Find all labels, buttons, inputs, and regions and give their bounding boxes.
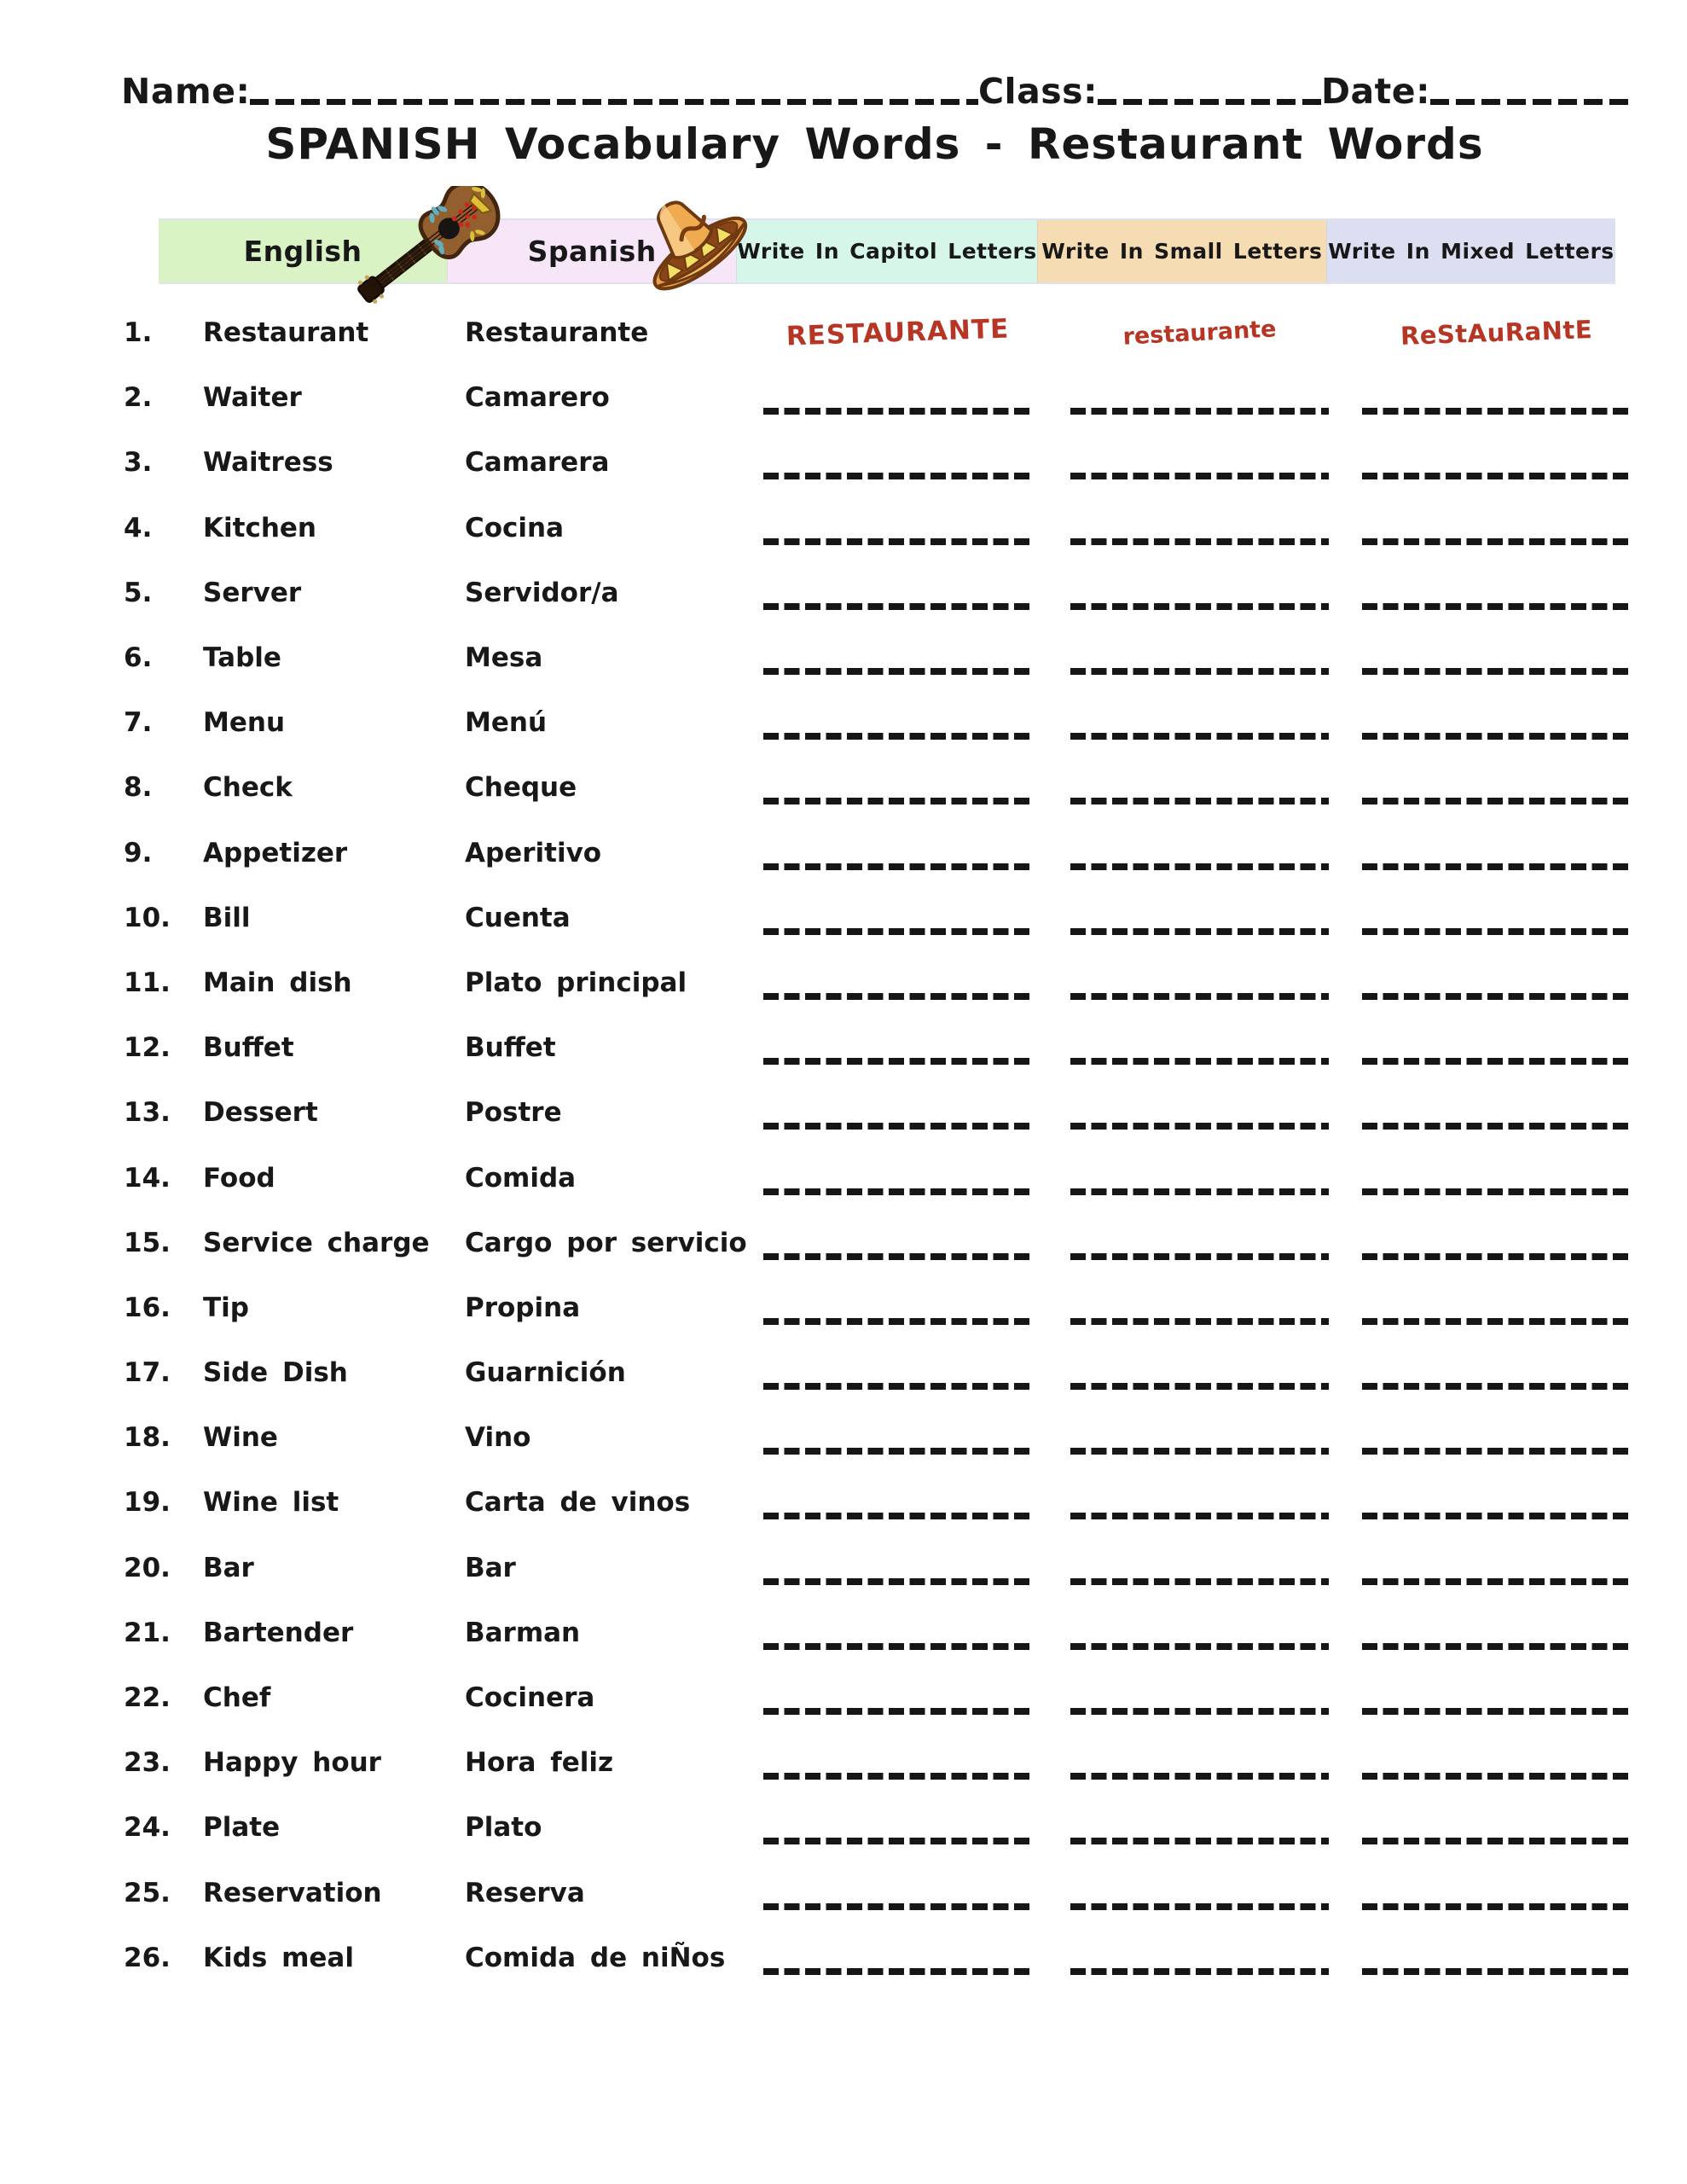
english-word: Food [203, 1162, 275, 1194]
answer-blank [1070, 408, 1329, 415]
table-row [0, 365, 1687, 430]
answer-blank [1070, 863, 1329, 870]
name-blank [250, 99, 978, 105]
class-blank [1098, 99, 1321, 105]
answer-blank [1362, 1968, 1631, 1975]
row-number: 10. [124, 902, 171, 933]
answer-blank [763, 928, 1032, 935]
spanish-word: Guarnición [465, 1357, 626, 1389]
answer-blank [763, 863, 1032, 870]
english-word: Buffet [203, 1032, 294, 1064]
answer-blank [1362, 1773, 1631, 1780]
spanish-word: Camarero [465, 382, 610, 414]
answer-blank [763, 1968, 1032, 1975]
answer-blank [763, 1188, 1032, 1195]
spanish-word: Propina [465, 1292, 581, 1323]
spanish-word: Aperitivo [465, 837, 602, 868]
answer-blank [1362, 1058, 1631, 1065]
table-row [0, 1665, 1687, 1730]
table-row [0, 1536, 1687, 1600]
row-number: 11. [124, 967, 171, 998]
answer-blank [1362, 1318, 1631, 1325]
english-word: Bill [203, 902, 251, 933]
answer-blank [1362, 993, 1631, 1000]
spanish-word: Hora feliz [465, 1747, 614, 1779]
table-row [0, 300, 1687, 365]
table-row [0, 496, 1687, 561]
answer-blank [1362, 408, 1631, 415]
row-number: 12. [124, 1032, 171, 1064]
answer-blank [1362, 1448, 1631, 1455]
table-row [0, 950, 1687, 1015]
spanish-word: Comida [465, 1162, 577, 1194]
answer-blank [1070, 1838, 1329, 1844]
spanish-word: Camarera [465, 447, 610, 479]
table-row [0, 1080, 1687, 1145]
answer-blank [1070, 668, 1329, 675]
row-number: 16. [124, 1292, 171, 1323]
answer-blank [763, 668, 1032, 675]
english-word: Side Dish [203, 1357, 348, 1389]
spanish-word: Cuenta [465, 902, 571, 933]
spanish-word: Bar [465, 1552, 516, 1583]
row-number: 26. [124, 1942, 171, 1973]
table-row [0, 1470, 1687, 1535]
row-number: 15. [124, 1227, 171, 1258]
answer-blank [1070, 993, 1329, 1000]
spanish-word: Mesa [465, 642, 543, 674]
row-number: 25. [124, 1877, 171, 1908]
row-number: 14. [124, 1162, 171, 1194]
answer-blank [1070, 1513, 1329, 1519]
sombrero-icon [629, 191, 756, 295]
answer-mixed: ReStAuRaNtE [1400, 315, 1593, 351]
col-header-capitol-letters: Write In Capitol Letters [736, 220, 1036, 282]
spanish-word: Reserva [465, 1877, 585, 1908]
english-word: Kitchen [203, 512, 317, 543]
english-word: Restaurant [203, 317, 369, 349]
answer-blank [1362, 863, 1631, 870]
english-word: Server [203, 577, 302, 608]
answer-blank [1070, 798, 1329, 804]
answer-blank [763, 1903, 1032, 1910]
answer-small: restaurante [1122, 315, 1278, 351]
english-word: Table [203, 642, 281, 674]
english-word: Reservation [203, 1877, 382, 1908]
table-row [0, 1795, 1687, 1860]
answer-blank [1070, 1383, 1329, 1390]
english-word: Dessert [203, 1097, 318, 1129]
row-number: 22. [124, 1682, 171, 1714]
answer-blank [763, 538, 1032, 545]
spanish-word: Servidor/a [465, 577, 619, 608]
spanish-word: Plato principal [465, 967, 687, 998]
english-word: Check [203, 772, 293, 804]
answer-blank [1362, 798, 1631, 804]
answer-blank [1070, 538, 1329, 545]
table-row [0, 561, 1687, 625]
answer-blank [763, 473, 1032, 479]
spanish-word: Cocina [465, 512, 565, 543]
table-row [0, 1405, 1687, 1470]
spanish-word: Menú [465, 707, 548, 739]
row-number: 2. [124, 382, 153, 414]
class-label: Class: [977, 71, 1098, 112]
english-word: Bar [203, 1552, 254, 1583]
spanish-word: Postre [465, 1097, 562, 1129]
answer-blank [763, 1838, 1032, 1844]
row-number: 5. [124, 577, 153, 608]
answer-blank [763, 1058, 1032, 1065]
answer-capitol: RESTAURANTE [786, 313, 1010, 352]
answer-blank [1362, 473, 1631, 479]
answer-blank [763, 993, 1032, 1000]
spanish-word: Buffet [465, 1032, 556, 1064]
english-word: Bartender [203, 1617, 354, 1648]
answer-blank [1362, 928, 1631, 935]
table-row [0, 1926, 1687, 1990]
english-word: Main dish [203, 967, 352, 998]
answer-blank [1362, 1838, 1631, 1844]
answer-blank [1070, 1968, 1329, 1975]
answer-blank [763, 1448, 1032, 1455]
answer-blank [1362, 538, 1631, 545]
answer-blank [1070, 1903, 1329, 1910]
english-word: Kids meal [203, 1942, 354, 1973]
answer-blank [1070, 1318, 1329, 1325]
spanish-word: Cargo por servicio [465, 1227, 747, 1258]
answer-blank [763, 1123, 1032, 1130]
english-word: Waiter [203, 382, 302, 414]
answer-blank [763, 733, 1032, 740]
page-title: SPANISH Vocabulary Words - Restaurant Words [265, 119, 1484, 169]
answer-blank [1362, 1123, 1631, 1130]
spanish-word: Carta de vinos [465, 1487, 691, 1519]
table-row [0, 1600, 1687, 1665]
answer-blank [1070, 1058, 1329, 1065]
date-blank [1430, 99, 1628, 105]
table-row [0, 1275, 1687, 1340]
row-number: 18. [124, 1422, 171, 1454]
answer-blank [1070, 1643, 1329, 1650]
answer-blank [1362, 1903, 1631, 1910]
name-class-date-row [121, 65, 1628, 112]
row-number: 23. [124, 1747, 171, 1779]
spanish-word: Vino [465, 1422, 531, 1454]
spanish-word: Cocinera [465, 1682, 595, 1714]
answer-blank [1070, 1448, 1329, 1455]
table-row [0, 1730, 1687, 1795]
table-row [0, 1211, 1687, 1275]
answer-blank [1070, 473, 1329, 479]
answer-blank [763, 1773, 1032, 1780]
spanish-word: Cheque [465, 772, 577, 804]
date-label: Date: [1320, 71, 1430, 112]
table-row [0, 430, 1687, 495]
english-word: Happy hour [203, 1747, 381, 1779]
table-row [0, 886, 1687, 950]
answer-blank [1362, 1513, 1631, 1519]
answer-blank [763, 1578, 1032, 1585]
col-header-small-letters: Write In Small Letters [1037, 220, 1326, 282]
answer-blank [763, 1708, 1032, 1715]
table-row [0, 1861, 1687, 1926]
answer-blank [1362, 1383, 1631, 1390]
col-header-spanish: Spanish [447, 220, 736, 282]
col-header-english: English [159, 220, 447, 282]
answer-blank [763, 1253, 1032, 1260]
row-number: 4. [124, 512, 153, 543]
answer-blank [1070, 1123, 1329, 1130]
table-row [0, 1015, 1687, 1080]
english-word: Wine list [203, 1487, 339, 1519]
answer-blank [763, 1318, 1032, 1325]
answer-blank [763, 1513, 1032, 1519]
answer-blank [1070, 603, 1329, 610]
spanish-word: Restaurante [465, 317, 649, 349]
answer-blank [1070, 1773, 1329, 1780]
guitar-icon [338, 186, 513, 322]
spanish-word: Comida de niÑos [465, 1942, 726, 1973]
table-row [0, 755, 1687, 820]
name-label: Name: [121, 71, 251, 112]
spanish-word: Plato [465, 1812, 542, 1844]
answer-blank [1070, 1578, 1329, 1585]
row-number: 17. [124, 1357, 171, 1389]
answer-blank [1362, 1578, 1631, 1585]
col-header-mixed-letters: Write In Mixed Letters [1326, 220, 1615, 282]
row-number: 6. [124, 642, 153, 674]
answer-blank [1362, 603, 1631, 610]
table-row [0, 821, 1687, 886]
answer-blank [763, 1643, 1032, 1650]
answer-blank [1362, 1643, 1631, 1650]
answer-blank [1070, 1253, 1329, 1260]
answer-blank [1070, 1708, 1329, 1715]
vocab-table [0, 300, 1687, 1990]
row-number: 24. [124, 1812, 171, 1844]
english-word: Chef [203, 1682, 271, 1714]
answer-blank [763, 408, 1032, 415]
english-word: Service charge [203, 1227, 430, 1258]
english-word: Appetizer [203, 837, 348, 868]
answer-blank [1362, 1253, 1631, 1260]
english-word: Plate [203, 1812, 281, 1844]
row-number: 21. [124, 1617, 171, 1648]
spanish-word: Barman [465, 1617, 581, 1648]
table-row [0, 1145, 1687, 1210]
answer-blank [1070, 1188, 1329, 1195]
answer-blank [1362, 733, 1631, 740]
answer-blank [1070, 733, 1329, 740]
table-row [0, 1340, 1687, 1405]
table-row [0, 625, 1687, 690]
row-number: 9. [124, 837, 153, 868]
row-number: 3. [124, 447, 153, 479]
answer-blank [1362, 1708, 1631, 1715]
english-word: Menu [203, 707, 286, 739]
row-number: 19. [124, 1487, 171, 1519]
answer-blank [763, 603, 1032, 610]
row-number: 1. [124, 317, 153, 349]
answer-blank [763, 798, 1032, 804]
table-row [0, 690, 1687, 755]
english-word: Waitress [203, 447, 333, 479]
answer-blank [763, 1383, 1032, 1390]
english-word: Tip [203, 1292, 249, 1323]
row-number: 13. [124, 1097, 171, 1129]
english-word: Wine [203, 1422, 278, 1454]
row-number: 8. [124, 772, 153, 804]
row-number: 20. [124, 1552, 171, 1583]
row-number: 7. [124, 707, 153, 739]
answer-blank [1362, 1188, 1631, 1195]
answer-blank [1362, 668, 1631, 675]
answer-blank [1070, 928, 1329, 935]
